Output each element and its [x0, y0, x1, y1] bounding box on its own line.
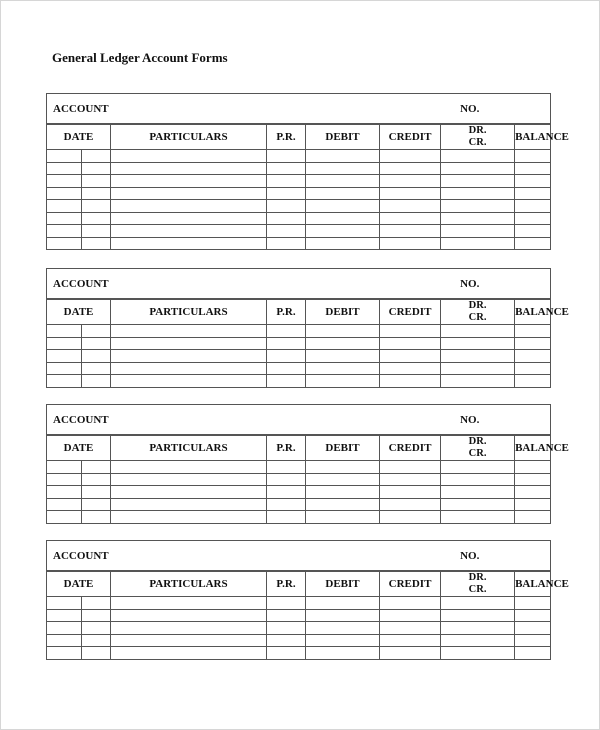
particulars-cell[interactable]	[111, 200, 267, 213]
balance-cell[interactable]	[515, 362, 551, 375]
date-month-cell[interactable]	[47, 461, 82, 474]
account-no-cell	[441, 405, 551, 436]
drcr-header	[441, 571, 515, 597]
balance-cell[interactable]	[515, 162, 551, 175]
balance-header: BALANCE	[515, 124, 551, 150]
ledger-entry-row	[47, 647, 551, 660]
balance-header: BALANCE	[515, 299, 551, 325]
pr-cell[interactable]	[267, 162, 306, 175]
ledger-form	[46, 93, 569, 250]
account-label: ACCOUNT	[47, 541, 441, 572]
particulars-cell[interactable]	[111, 597, 267, 610]
particulars-cell[interactable]	[111, 225, 267, 238]
date-day-cell[interactable]	[82, 200, 111, 213]
cr-label: CR.	[468, 137, 487, 148]
pr-header: P.R.	[267, 435, 306, 461]
drcr-cell[interactable]	[441, 597, 515, 610]
pr-header: P.R.	[267, 299, 306, 325]
drcr-cell[interactable]	[441, 647, 515, 660]
ledger-entry-row	[47, 461, 551, 474]
debit-cell[interactable]	[306, 237, 380, 250]
credit-cell[interactable]	[380, 609, 441, 622]
credit-cell[interactable]	[380, 150, 441, 163]
account-no-cell	[441, 541, 551, 572]
date-month-cell[interactable]	[47, 325, 82, 338]
debit-cell[interactable]	[306, 187, 380, 200]
drcr-header	[441, 435, 515, 461]
date-day-cell[interactable]	[82, 647, 111, 660]
account-no-cell	[441, 269, 551, 300]
drcr-cell[interactable]	[441, 212, 515, 225]
drcr-cell[interactable]	[441, 375, 515, 388]
credit-cell[interactable]	[380, 362, 441, 375]
balance-cell[interactable]	[515, 634, 551, 647]
debit-cell[interactable]	[306, 175, 380, 188]
ledger-entry-row	[47, 511, 551, 524]
date-month-cell[interactable]	[47, 597, 82, 610]
drcr-cell[interactable]	[441, 622, 515, 635]
date-header: DATE	[47, 435, 111, 461]
credit-cell[interactable]	[380, 647, 441, 660]
ledger-entry-row	[47, 237, 551, 250]
cr-label: CR.	[468, 584, 487, 595]
ledger-entry-row	[47, 473, 551, 486]
ledger-entry-row	[47, 634, 551, 647]
debit-cell[interactable]	[306, 200, 380, 213]
dr-label: DR.	[468, 572, 487, 583]
pr-cell[interactable]	[267, 511, 306, 524]
particulars-cell[interactable]	[111, 150, 267, 163]
ledger-entry-row	[47, 350, 551, 363]
balance-cell[interactable]	[515, 200, 551, 213]
date-day-cell[interactable]	[82, 237, 111, 250]
debit-cell[interactable]	[306, 473, 380, 486]
balance-cell[interactable]	[515, 150, 551, 163]
drcr-cell[interactable]	[441, 362, 515, 375]
particulars-cell[interactable]	[111, 473, 267, 486]
ledger-entry-row	[47, 200, 551, 213]
debit-cell[interactable]	[306, 486, 380, 499]
drcr-cell[interactable]	[441, 350, 515, 363]
debit-header: DEBIT	[306, 435, 380, 461]
drcr-cell[interactable]	[441, 325, 515, 338]
date-header: DATE	[47, 124, 111, 150]
pr-cell[interactable]	[267, 150, 306, 163]
date-month-cell[interactable]	[47, 237, 82, 250]
date-month-cell[interactable]	[47, 609, 82, 622]
pr-cell[interactable]	[267, 375, 306, 388]
pr-cell[interactable]	[267, 647, 306, 660]
date-month-cell[interactable]	[47, 486, 82, 499]
debit-cell[interactable]	[306, 337, 380, 350]
ledger-entry-row	[47, 609, 551, 622]
account-no-cell	[441, 94, 551, 125]
date-day-cell[interactable]	[82, 609, 111, 622]
debit-cell[interactable]	[306, 225, 380, 238]
ledger-entry-row	[47, 187, 551, 200]
account-no-label: NO.	[460, 277, 480, 290]
balance-header: BALANCE	[515, 435, 551, 461]
debit-cell[interactable]	[306, 609, 380, 622]
date-day-cell[interactable]	[82, 350, 111, 363]
particulars-cell[interactable]	[111, 461, 267, 474]
drcr-cell[interactable]	[441, 609, 515, 622]
drcr-cell[interactable]	[441, 200, 515, 213]
ledger-form	[46, 404, 569, 524]
cr-label: CR.	[468, 312, 487, 323]
pr-cell[interactable]	[267, 461, 306, 474]
debit-header: DEBIT	[306, 124, 380, 150]
drcr-cell[interactable]	[441, 461, 515, 474]
particulars-header: PARTICULARS	[111, 124, 267, 150]
drcr-cell[interactable]	[441, 337, 515, 350]
page-title: General Ledger Account Forms	[52, 50, 228, 65]
date-day-cell[interactable]	[82, 187, 111, 200]
drcr-cell[interactable]	[441, 150, 515, 163]
date-month-cell[interactable]	[47, 634, 82, 647]
date-day-cell[interactable]	[82, 473, 111, 486]
pr-cell[interactable]	[267, 325, 306, 338]
debit-cell[interactable]	[306, 375, 380, 388]
drcr-cell[interactable]	[441, 498, 515, 511]
particulars-header: PARTICULARS	[111, 299, 267, 325]
ledger-entry-row	[47, 175, 551, 188]
drcr-cell[interactable]	[441, 237, 515, 250]
credit-cell[interactable]	[380, 187, 441, 200]
date-day-cell[interactable]	[82, 622, 111, 635]
pr-cell[interactable]	[267, 622, 306, 635]
drcr-header	[441, 124, 515, 150]
debit-cell[interactable]	[306, 461, 380, 474]
balance-cell[interactable]	[515, 622, 551, 635]
date-month-cell[interactable]	[47, 337, 82, 350]
account-no-label: NO.	[460, 102, 480, 115]
credit-cell[interactable]	[380, 634, 441, 647]
date-day-cell[interactable]	[82, 461, 111, 474]
account-no-label: NO.	[460, 549, 480, 562]
particulars-cell[interactable]	[111, 486, 267, 499]
drcr-cell[interactable]	[441, 634, 515, 647]
particulars-cell[interactable]	[111, 175, 267, 188]
ledger-form	[46, 268, 569, 388]
pr-cell[interactable]	[267, 237, 306, 250]
credit-cell[interactable]	[380, 175, 441, 188]
debit-cell[interactable]	[306, 498, 380, 511]
balance-cell[interactable]	[515, 237, 551, 250]
date-month-cell[interactable]	[47, 212, 82, 225]
balance-cell[interactable]	[515, 498, 551, 511]
debit-header: DEBIT	[306, 299, 380, 325]
balance-cell[interactable]	[515, 375, 551, 388]
date-day-cell[interactable]	[82, 498, 111, 511]
date-day-cell[interactable]	[82, 362, 111, 375]
ledger-entry-row	[47, 375, 551, 388]
particulars-cell[interactable]	[111, 498, 267, 511]
credit-header: CREDIT	[380, 299, 441, 325]
drcr-cell[interactable]	[441, 486, 515, 499]
credit-cell[interactable]	[380, 200, 441, 213]
particulars-cell[interactable]	[111, 622, 267, 635]
balance-cell[interactable]	[515, 212, 551, 225]
date-month-cell[interactable]	[47, 362, 82, 375]
debit-cell[interactable]	[306, 362, 380, 375]
date-header: DATE	[47, 571, 111, 597]
credit-cell[interactable]	[380, 325, 441, 338]
credit-header: CREDIT	[380, 435, 441, 461]
credit-cell[interactable]	[380, 162, 441, 175]
ledger-entry-row	[47, 212, 551, 225]
ledger-entry-row	[47, 162, 551, 175]
pr-cell[interactable]	[267, 473, 306, 486]
drcr-cell[interactable]	[441, 225, 515, 238]
date-month-cell[interactable]	[47, 647, 82, 660]
balance-cell[interactable]	[515, 225, 551, 238]
balance-cell[interactable]	[515, 325, 551, 338]
pr-cell[interactable]	[267, 634, 306, 647]
credit-cell[interactable]	[380, 337, 441, 350]
credit-cell[interactable]	[380, 498, 441, 511]
particulars-cell[interactable]	[111, 337, 267, 350]
credit-cell[interactable]	[380, 237, 441, 250]
debit-cell[interactable]	[306, 162, 380, 175]
pr-header: P.R.	[267, 571, 306, 597]
date-month-cell[interactable]	[47, 225, 82, 238]
date-day-cell[interactable]	[82, 337, 111, 350]
date-month-cell[interactable]	[47, 511, 82, 524]
date-month-cell[interactable]	[47, 175, 82, 188]
particulars-cell[interactable]	[111, 187, 267, 200]
balance-cell[interactable]	[515, 473, 551, 486]
particulars-header: PARTICULARS	[111, 435, 267, 461]
debit-cell[interactable]	[306, 622, 380, 635]
cr-label: CR.	[468, 448, 487, 459]
particulars-cell[interactable]	[111, 511, 267, 524]
dr-label: DR.	[468, 125, 487, 136]
balance-cell[interactable]	[515, 647, 551, 660]
pr-cell[interactable]	[267, 187, 306, 200]
credit-header: CREDIT	[380, 124, 441, 150]
balance-header: BALANCE	[515, 571, 551, 597]
balance-cell[interactable]	[515, 609, 551, 622]
account-label: ACCOUNT	[47, 94, 441, 125]
pr-cell[interactable]	[267, 609, 306, 622]
ledger-entry-row	[47, 622, 551, 635]
particulars-cell[interactable]	[111, 212, 267, 225]
debit-cell[interactable]	[306, 212, 380, 225]
balance-cell[interactable]	[515, 350, 551, 363]
particulars-cell[interactable]	[111, 609, 267, 622]
pr-cell[interactable]	[267, 225, 306, 238]
credit-cell[interactable]	[380, 461, 441, 474]
date-day-cell[interactable]	[82, 212, 111, 225]
date-header: DATE	[47, 299, 111, 325]
particulars-cell[interactable]	[111, 647, 267, 660]
date-month-cell[interactable]	[47, 498, 82, 511]
credit-cell[interactable]	[380, 511, 441, 524]
ledger-entry-row	[47, 225, 551, 238]
ledger-entry-row	[47, 337, 551, 350]
pr-cell[interactable]	[267, 337, 306, 350]
debit-cell[interactable]	[306, 350, 380, 363]
debit-cell[interactable]	[306, 647, 380, 660]
date-day-cell[interactable]	[82, 486, 111, 499]
balance-cell[interactable]	[515, 511, 551, 524]
credit-cell[interactable]	[380, 375, 441, 388]
dr-label: DR.	[468, 300, 487, 311]
date-day-cell[interactable]	[82, 634, 111, 647]
date-month-cell[interactable]	[47, 187, 82, 200]
particulars-cell[interactable]	[111, 362, 267, 375]
date-month-cell[interactable]	[47, 350, 82, 363]
credit-cell[interactable]	[380, 473, 441, 486]
pr-cell[interactable]	[267, 200, 306, 213]
particulars-cell[interactable]	[111, 325, 267, 338]
particulars-cell[interactable]	[111, 375, 267, 388]
date-day-cell[interactable]	[82, 375, 111, 388]
date-month-cell[interactable]	[47, 162, 82, 175]
date-day-cell[interactable]	[82, 511, 111, 524]
date-day-cell[interactable]	[82, 325, 111, 338]
account-label: ACCOUNT	[47, 405, 441, 436]
drcr-cell[interactable]	[441, 511, 515, 524]
pr-cell[interactable]	[267, 597, 306, 610]
ledger-entry-row	[47, 150, 551, 163]
ledger-entry-row	[47, 486, 551, 499]
particulars-header: PARTICULARS	[111, 571, 267, 597]
drcr-cell[interactable]	[441, 473, 515, 486]
date-day-cell[interactable]	[82, 225, 111, 238]
drcr-header	[441, 299, 515, 325]
ledger-entry-row	[47, 597, 551, 610]
debit-header: DEBIT	[306, 571, 380, 597]
date-day-cell[interactable]	[82, 597, 111, 610]
particulars-cell[interactable]	[111, 634, 267, 647]
ledger-entry-row	[47, 498, 551, 511]
balance-cell[interactable]	[515, 337, 551, 350]
date-month-cell[interactable]	[47, 473, 82, 486]
balance-cell[interactable]	[515, 461, 551, 474]
balance-cell[interactable]	[515, 597, 551, 610]
date-day-cell[interactable]	[82, 150, 111, 163]
pr-header: P.R.	[267, 124, 306, 150]
balance-cell[interactable]	[515, 175, 551, 188]
debit-cell[interactable]	[306, 511, 380, 524]
date-month-cell[interactable]	[47, 622, 82, 635]
balance-cell[interactable]	[515, 187, 551, 200]
account-label: ACCOUNT	[47, 269, 441, 300]
credit-cell[interactable]	[380, 486, 441, 499]
credit-cell[interactable]	[380, 225, 441, 238]
debit-cell[interactable]	[306, 634, 380, 647]
debit-cell[interactable]	[306, 597, 380, 610]
debit-cell[interactable]	[306, 150, 380, 163]
date-month-cell[interactable]	[47, 150, 82, 163]
date-day-cell[interactable]	[82, 162, 111, 175]
dr-label: DR.	[468, 436, 487, 447]
credit-cell[interactable]	[380, 212, 441, 225]
ledger-form	[46, 540, 569, 660]
drcr-cell[interactable]	[441, 187, 515, 200]
pr-cell[interactable]	[267, 175, 306, 188]
credit-header: CREDIT	[380, 571, 441, 597]
account-no-label: NO.	[460, 413, 480, 426]
date-month-cell[interactable]	[47, 375, 82, 388]
pr-cell[interactable]	[267, 498, 306, 511]
pr-cell[interactable]	[267, 350, 306, 363]
credit-cell[interactable]	[380, 622, 441, 635]
credit-cell[interactable]	[380, 350, 441, 363]
balance-cell[interactable]	[515, 486, 551, 499]
particulars-cell[interactable]	[111, 350, 267, 363]
drcr-cell[interactable]	[441, 175, 515, 188]
debit-cell[interactable]	[306, 325, 380, 338]
ledger-entry-row	[47, 325, 551, 338]
date-day-cell[interactable]	[82, 175, 111, 188]
pr-cell[interactable]	[267, 362, 306, 375]
credit-cell[interactable]	[380, 597, 441, 610]
drcr-cell[interactable]	[441, 162, 515, 175]
pr-cell[interactable]	[267, 486, 306, 499]
particulars-cell[interactable]	[111, 162, 267, 175]
pr-cell[interactable]	[267, 212, 306, 225]
ledger-entry-row	[47, 362, 551, 375]
date-month-cell[interactable]	[47, 200, 82, 213]
particulars-cell[interactable]	[111, 237, 267, 250]
